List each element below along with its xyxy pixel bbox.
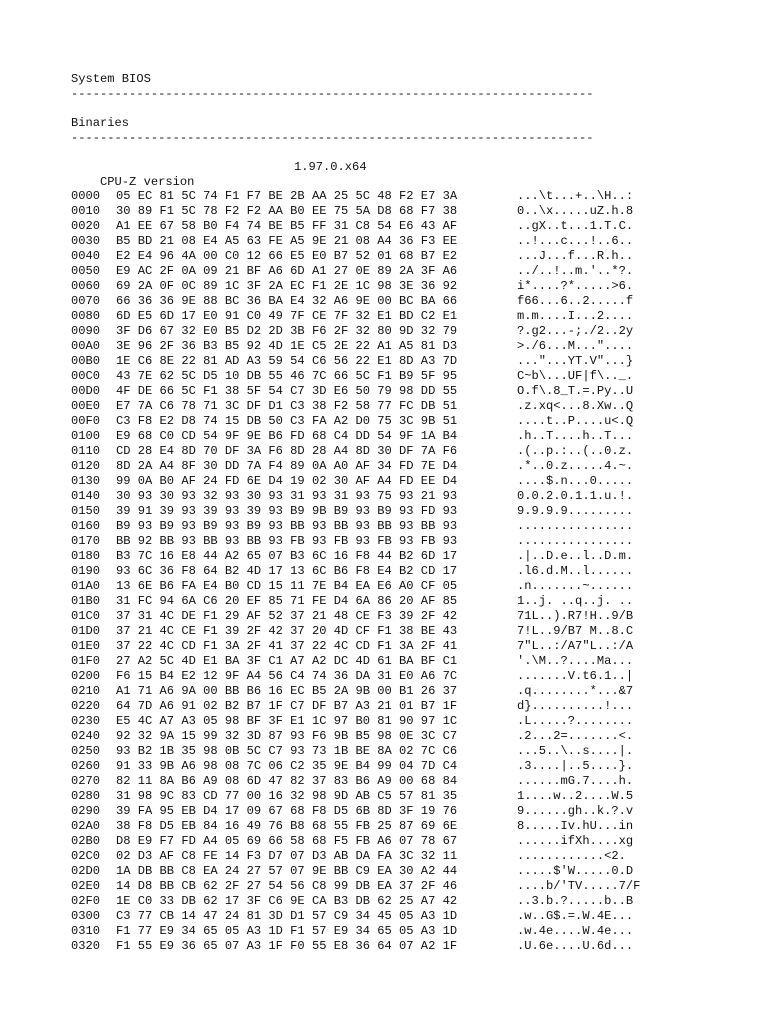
hex-dump-row bbox=[71, 939, 731, 954]
hex-bytes: 37 22 4C CD F1 3A 2F 41 37 22 4C CD F1 3A 2F 41 bbox=[116, 639, 458, 653]
hex-dump-row bbox=[71, 894, 731, 909]
offset: 0040 bbox=[71, 249, 101, 263]
hex-bytes: 3F D6 67 32 E0 B5 D2 2D 3B F6 2F 32 80 9D 32 79 bbox=[116, 324, 458, 338]
offset: 0240 bbox=[71, 729, 101, 743]
hex-dump-row bbox=[71, 534, 731, 549]
hex-dump-row bbox=[71, 669, 731, 684]
hex-dump-row bbox=[71, 924, 731, 939]
hex-bytes: 66 36 36 9E 88 BC 36 BA E4 32 A6 9E 00 BC BA 66 bbox=[116, 294, 458, 308]
offset: 01D0 bbox=[71, 624, 101, 638]
offset: 0320 bbox=[71, 939, 101, 953]
ascii-text: O.f\.8_T.=.Py..U bbox=[517, 384, 634, 398]
hex-dump-row bbox=[71, 204, 731, 219]
hex-bytes: A1 EE 67 58 B0 F4 74 BE B5 FF 31 C8 54 E6 43 AF bbox=[116, 219, 458, 233]
hex-bytes: E9 68 C0 CD 54 9F 9E B6 FD 68 C4 DD 54 9F 1A B4 bbox=[116, 429, 458, 443]
hex-dump-row bbox=[71, 684, 731, 699]
ascii-text: ................ bbox=[517, 534, 634, 548]
hex-dump-row bbox=[71, 354, 731, 369]
offset: 0190 bbox=[71, 564, 101, 578]
ascii-text: ?.g2...-;./2..2y bbox=[517, 324, 634, 338]
hex-dump-row bbox=[71, 399, 731, 414]
hex-dump-row bbox=[71, 429, 731, 444]
hex-bytes: F6 15 B4 E2 12 9F A4 56 C4 74 36 DA 31 E0 A6 7C bbox=[116, 669, 458, 683]
ascii-text: >./6...M...".... bbox=[517, 339, 634, 353]
hex-bytes: 1A DB BB C8 EA 24 27 57 07 9E BB C9 EA 30 A2 44 bbox=[116, 864, 458, 878]
hex-dump-row bbox=[71, 879, 731, 894]
hex-dump-row bbox=[71, 249, 731, 264]
hex-dump-row bbox=[71, 759, 731, 774]
offset: 0090 bbox=[71, 324, 101, 338]
ascii-text: .|..D.e..l..D.m. bbox=[517, 549, 634, 563]
hex-dump-row bbox=[71, 444, 731, 459]
hex-dump-row bbox=[71, 294, 731, 309]
ascii-text: i*....?*.....>6. bbox=[517, 279, 634, 293]
offset: 0300 bbox=[71, 909, 101, 923]
ascii-text: ....b/'TV.....7/F bbox=[517, 879, 641, 893]
hex-bytes: E5 4C A7 A3 05 98 BF 3F E1 1C 97 B0 81 90 97 1C bbox=[116, 714, 458, 728]
offset: 0210 bbox=[71, 684, 101, 698]
hex-dump-row bbox=[71, 609, 731, 624]
offset: 0020 bbox=[71, 219, 101, 233]
section-title: System BIOS bbox=[71, 72, 151, 86]
offset: 01C0 bbox=[71, 609, 101, 623]
hex-dump-row bbox=[71, 804, 731, 819]
hex-dump-row bbox=[71, 774, 731, 789]
spacer bbox=[71, 102, 731, 116]
ascii-text: ..3.b.?.....b..B bbox=[517, 894, 634, 908]
ascii-text: .q........*...&7 bbox=[517, 684, 634, 698]
hex-bytes: 93 B2 1B 35 98 0B 5C C7 93 73 1B BE 8A 02 7C C6 bbox=[116, 744, 458, 758]
hex-dump-row bbox=[71, 849, 731, 864]
hex-dump-row bbox=[71, 579, 731, 594]
hex-bytes: BB 92 BB 93 BB 93 BB 93 FB 93 FB 93 FB 93 FB 93 bbox=[116, 534, 458, 548]
hex-bytes: B3 7C 16 E8 44 A2 65 07 B3 6C 16 F8 44 B2 6D 17 bbox=[116, 549, 458, 563]
hex-bytes: 3E 96 2F 36 B3 B5 92 4D 1E C5 2E 22 A1 A5 81 D3 bbox=[116, 339, 458, 353]
hex-bytes: 82 11 8A B6 A9 08 6D 47 82 37 83 B6 A9 00 68 84 bbox=[116, 774, 458, 788]
ascii-text: .z.xq<...8.Xw..Q bbox=[517, 399, 634, 413]
hex-bytes: 39 91 39 93 39 93 39 93 B9 9B B9 93 B9 93 FD 93 bbox=[116, 504, 458, 518]
hex-bytes: 31 98 9C 83 CD 77 00 16 32 98 9D AB C5 57 81 35 bbox=[116, 789, 458, 803]
ascii-text: .L.....?........ bbox=[517, 714, 634, 728]
offset: 01A0 bbox=[71, 579, 101, 593]
hex-bytes: 38 F8 D5 EB 84 16 49 76 B8 68 55 FB 25 87 69 6E bbox=[116, 819, 458, 833]
hex-bytes: E2 E4 96 4A 00 C0 12 66 E5 E0 B7 52 01 68 B7 E2 bbox=[116, 249, 458, 263]
hex-bytes: B5 BD 21 08 E4 A5 63 FE A5 9E 21 08 A4 36 F3 EE bbox=[116, 234, 458, 248]
offset: 0220 bbox=[71, 699, 101, 713]
hex-dump-row bbox=[71, 909, 731, 924]
offset: 02E0 bbox=[71, 879, 101, 893]
offset: 0140 bbox=[71, 489, 101, 503]
hex-bytes: D8 E9 F7 FD A4 05 69 66 58 68 F5 FB A6 07 78 67 bbox=[116, 834, 458, 848]
ascii-text: ................ bbox=[517, 519, 634, 533]
ascii-text: ..gX..t...1.T.C. bbox=[517, 219, 634, 233]
hex-dump-row bbox=[71, 504, 731, 519]
cpuz-version-value: 1.97.0.x64 bbox=[294, 160, 367, 174]
offset: 01B0 bbox=[71, 594, 101, 608]
ascii-text: ..."...YT.V"...} bbox=[517, 354, 634, 368]
offset: 0280 bbox=[71, 789, 101, 803]
hex-dump-row bbox=[71, 624, 731, 639]
offset: 00B0 bbox=[71, 354, 101, 368]
offset: 02B0 bbox=[71, 834, 101, 848]
hex-dump-row bbox=[71, 864, 731, 879]
spacer bbox=[71, 146, 731, 160]
ascii-text: ../..!..m.'..*?. bbox=[517, 264, 634, 278]
ascii-text: 71L..).R7!H..9/B bbox=[517, 609, 634, 623]
hex-bytes: 30 93 30 93 32 93 30 93 31 93 31 93 75 93 21 93 bbox=[116, 489, 458, 503]
ascii-text: .*..0.z.....4.~. bbox=[517, 459, 634, 473]
offset: 00D0 bbox=[71, 384, 101, 398]
hex-bytes: 05 EC 81 5C 74 F1 F7 BE 2B AA 25 5C 48 F2 E7 3A bbox=[116, 189, 458, 203]
hex-bytes: 37 21 4C CE F1 39 2F 42 37 20 4D CF F1 38 BE 43 bbox=[116, 624, 458, 638]
ascii-text: .(..p.:..(..0.z. bbox=[517, 444, 634, 458]
ascii-text: .n.......~...... bbox=[517, 579, 634, 593]
hex-bytes: 93 6C 36 F8 64 B2 4D 17 13 6C B6 F8 E4 B2 CD 17 bbox=[116, 564, 458, 578]
hex-bytes: 6D E5 6D 17 E0 91 C0 49 7F CE 7F 32 E1 BD C2 E1 bbox=[116, 309, 458, 323]
offset: 0260 bbox=[71, 759, 101, 773]
hex-bytes: 27 A2 5C 4D E1 BA 3F C1 A7 A2 DC 4D 61 BA BF C1 bbox=[116, 654, 458, 668]
section-divider: ------------------------------------------------------------------------ bbox=[71, 87, 594, 101]
hex-dump-row bbox=[71, 819, 731, 834]
ascii-text: 0.0.2.0.1.1.u.!. bbox=[517, 489, 634, 503]
hex-dump-row bbox=[71, 309, 731, 324]
ascii-text: ......ifXh....xg bbox=[517, 834, 634, 848]
offset: 0230 bbox=[71, 714, 101, 728]
offset: 02D0 bbox=[71, 864, 101, 878]
hex-dump-row bbox=[71, 549, 731, 564]
hex-dump-row bbox=[71, 369, 731, 384]
ascii-text: ......mG.7....h. bbox=[517, 774, 634, 788]
hex-dump-row bbox=[71, 339, 731, 354]
offset: 0050 bbox=[71, 264, 101, 278]
offset: 0250 bbox=[71, 744, 101, 758]
hex-bytes: 31 FC 94 6A C6 20 EF 85 71 FE D4 6A 86 20 AF 85 bbox=[116, 594, 458, 608]
offset: 0180 bbox=[71, 549, 101, 563]
hex-dump-row bbox=[71, 384, 731, 399]
offset: 01F0 bbox=[71, 654, 101, 668]
offset: 0010 bbox=[71, 204, 101, 218]
offset: 0060 bbox=[71, 279, 101, 293]
hex-bytes: 43 7E 62 5C D5 10 DB 55 46 7C 66 5C F1 B9 5F 95 bbox=[116, 369, 458, 383]
ascii-text: ...\t...+..\H..: bbox=[517, 189, 634, 203]
hex-bytes: 8D 2A A4 8F 30 DD 7A F4 89 0A A0 AF 34 FD 7E D4 bbox=[116, 459, 458, 473]
offset: 0130 bbox=[71, 474, 101, 488]
hex-bytes: F1 77 E9 34 65 05 A3 1D F1 57 E9 34 65 05 A3 1D bbox=[116, 924, 458, 938]
hex-dump-row bbox=[71, 264, 731, 279]
ascii-text: ..!...c...!..6.. bbox=[517, 234, 634, 248]
ascii-text: C~b\...UF|f\.._. bbox=[517, 369, 634, 383]
ascii-text: ...5..\..s....|. bbox=[517, 744, 634, 758]
offset: 0150 bbox=[71, 504, 101, 518]
ascii-text: 1....w..2....W.5 bbox=[517, 789, 634, 803]
hex-bytes: 1E C0 33 DB 62 17 3F C6 9E CA B3 DB 62 25 A7 42 bbox=[116, 894, 458, 908]
hex-bytes: 30 89 F1 5C 78 F2 F2 AA B0 EE 75 5A D8 68 F7 38 bbox=[116, 204, 458, 218]
offset: 0000 bbox=[71, 189, 101, 203]
hex-dump-row bbox=[71, 219, 731, 234]
hex-bytes: B9 93 B9 93 B9 93 B9 93 BB 93 BB 93 BB 93 BB 93 bbox=[116, 519, 458, 533]
ascii-text: .w..G$.=.W.4E... bbox=[517, 909, 634, 923]
document bbox=[71, 72, 731, 954]
cpuz-version-label: CPU-Z version bbox=[100, 175, 195, 189]
offset: 00E0 bbox=[71, 399, 101, 413]
hex-dump-row bbox=[71, 594, 731, 609]
ascii-text: .w.4e....W.4e... bbox=[517, 924, 634, 938]
offset: 0290 bbox=[71, 804, 101, 818]
ascii-text: ............<2. bbox=[517, 849, 626, 863]
hex-dump-row bbox=[71, 564, 731, 579]
hex-dump-row bbox=[71, 699, 731, 714]
ascii-text: d}..........!... bbox=[517, 699, 634, 713]
ascii-text: 1..j. ..q..j. .. bbox=[517, 594, 634, 608]
hex-dump-row bbox=[71, 654, 731, 669]
hex-bytes: 99 0A B0 AF 24 FD 6E D4 19 02 30 AF A4 FD EE D4 bbox=[116, 474, 458, 488]
subsection-title: Binaries bbox=[71, 116, 130, 130]
offset: 02C0 bbox=[71, 849, 101, 863]
hex-dump bbox=[71, 189, 731, 954]
offset: 0080 bbox=[71, 309, 101, 323]
offset: 00F0 bbox=[71, 414, 101, 428]
offset: 00A0 bbox=[71, 339, 101, 353]
ascii-text: .3....|..5....}. bbox=[517, 759, 634, 773]
ascii-text: 9......gh..k.?.v bbox=[517, 804, 634, 818]
hex-bytes: 39 FA 95 EB D4 17 09 67 68 F8 D5 6B 8D 3F 19 76 bbox=[116, 804, 458, 818]
ascii-text: 7"L..:/A7"L..:/A bbox=[517, 639, 634, 653]
hex-bytes: A1 71 A6 9A 00 BB B6 16 EC B5 2A 9B 00 B1 26 37 bbox=[116, 684, 458, 698]
ascii-text: .2...2=.......<. bbox=[517, 729, 634, 743]
hex-bytes: C3 F8 E2 D8 74 15 DB 50 C3 FA A2 D0 75 3C 9B 51 bbox=[116, 414, 458, 428]
ascii-text: 0..\x.....uZ.h.8 bbox=[517, 204, 634, 218]
offset: 0160 bbox=[71, 519, 101, 533]
hex-dump-row bbox=[71, 519, 731, 534]
offset: 0100 bbox=[71, 429, 101, 443]
ascii-text: .l6.d.M..l...... bbox=[517, 564, 634, 578]
offset: 0120 bbox=[71, 459, 101, 473]
offset: 01E0 bbox=[71, 639, 101, 653]
hex-bytes: 4F DE 66 5C F1 38 5F 54 C7 3D E6 50 79 98 DD 55 bbox=[116, 384, 458, 398]
offset: 0270 bbox=[71, 774, 101, 788]
hex-bytes: E9 AC 2F 0A 09 21 BF A6 6D A1 27 0E 89 2A 3F A6 bbox=[116, 264, 458, 278]
offset: 00C0 bbox=[71, 369, 101, 383]
hex-bytes: C3 77 CB 14 47 24 81 3D D1 57 C9 34 45 05 A3 1D bbox=[116, 909, 458, 923]
hex-dump-row bbox=[71, 324, 731, 339]
hex-dump-row bbox=[71, 729, 731, 744]
offset: 0110 bbox=[71, 444, 101, 458]
hex-bytes: 37 31 4C DE F1 29 AF 52 37 21 48 CE F3 39 2F 42 bbox=[116, 609, 458, 623]
ascii-text: 7!L..9/B7 M..8.C bbox=[517, 624, 634, 638]
hex-dump-row bbox=[71, 834, 731, 849]
hex-dump-row bbox=[71, 474, 731, 489]
hex-bytes: F1 55 E9 36 65 07 A3 1F F0 55 E8 36 64 07 A2 1F bbox=[116, 939, 458, 953]
hex-dump-row bbox=[71, 459, 731, 474]
subsection-divider: ------------------------------------------------------------------------ bbox=[71, 131, 594, 145]
hex-dump-row bbox=[71, 189, 731, 204]
hex-dump-row bbox=[71, 234, 731, 249]
hex-bytes: 13 6E B6 FA E4 B0 CD 15 11 7E B4 EA E6 A0 CF 05 bbox=[116, 579, 458, 593]
offset: 0030 bbox=[71, 234, 101, 248]
offset: 0200 bbox=[71, 669, 101, 683]
ascii-text: .....$'W.....0.D bbox=[517, 864, 634, 878]
ascii-text: 9.9.9.9......... bbox=[517, 504, 634, 518]
hex-dump-row bbox=[71, 639, 731, 654]
ascii-text: ....$.n...0..... bbox=[517, 474, 634, 488]
offset: 02A0 bbox=[71, 819, 101, 833]
offset: 0070 bbox=[71, 294, 101, 308]
ascii-text: f66...6..2.....f bbox=[517, 294, 634, 308]
hex-dump-row bbox=[71, 789, 731, 804]
hex-bytes: 69 2A 0F 0C 89 1C 3F 2A EC F1 2E 1C 98 3E 36 92 bbox=[116, 279, 458, 293]
hex-dump-row bbox=[71, 279, 731, 294]
ascii-text: .h..T....h..T... bbox=[517, 429, 634, 443]
ascii-text: .U.6e....U.6d... bbox=[517, 939, 634, 953]
hex-bytes: 1E C6 8E 22 81 AD A3 59 54 C6 56 22 E1 8D A3 7D bbox=[116, 354, 458, 368]
hex-bytes: 02 D3 AF C8 FE 14 F3 D7 07 D3 AB DA FA 3C 32 11 bbox=[116, 849, 458, 863]
ascii-text: .......V.t6.1..| bbox=[517, 669, 634, 683]
ascii-text: m.m....I...2.... bbox=[517, 309, 634, 323]
hex-bytes: CD 28 E4 8D 70 DF 3A F6 8D 28 A4 8D 30 DF 7A F6 bbox=[116, 444, 458, 458]
ascii-text: ...J...f...R.h.. bbox=[517, 249, 634, 263]
hex-bytes: 64 7D A6 91 02 B2 B7 1F C7 DF B7 A3 21 01 B7 1F bbox=[116, 699, 458, 713]
offset: 02F0 bbox=[71, 894, 101, 908]
ascii-text: 8.....Iv.hU...in bbox=[517, 819, 634, 833]
ascii-text: '.\M..?....Ma... bbox=[517, 654, 634, 668]
offset: 0170 bbox=[71, 534, 101, 548]
hex-dump-row bbox=[71, 489, 731, 504]
offset: 0310 bbox=[71, 924, 101, 938]
hex-bytes: 91 33 9B A6 98 08 7C 06 C2 35 9E B4 99 04 7D C4 bbox=[116, 759, 458, 773]
hex-bytes: E7 7A C6 78 71 3C DF D1 C3 38 F2 58 77 FC DB 51 bbox=[116, 399, 458, 413]
hex-dump-row bbox=[71, 714, 731, 729]
hex-bytes: 92 32 9A 15 99 32 3D 87 93 F6 9B B5 98 0E 3C C7 bbox=[116, 729, 458, 743]
cpuz-version-row bbox=[71, 160, 731, 189]
ascii-text: ....t..P....u<.Q bbox=[517, 414, 634, 428]
hex-dump-row bbox=[71, 414, 731, 429]
hex-dump-row bbox=[71, 744, 731, 759]
hex-bytes: 14 D8 BB CB 62 2F 27 54 56 C8 99 DB EA 37 2F 46 bbox=[116, 879, 458, 893]
